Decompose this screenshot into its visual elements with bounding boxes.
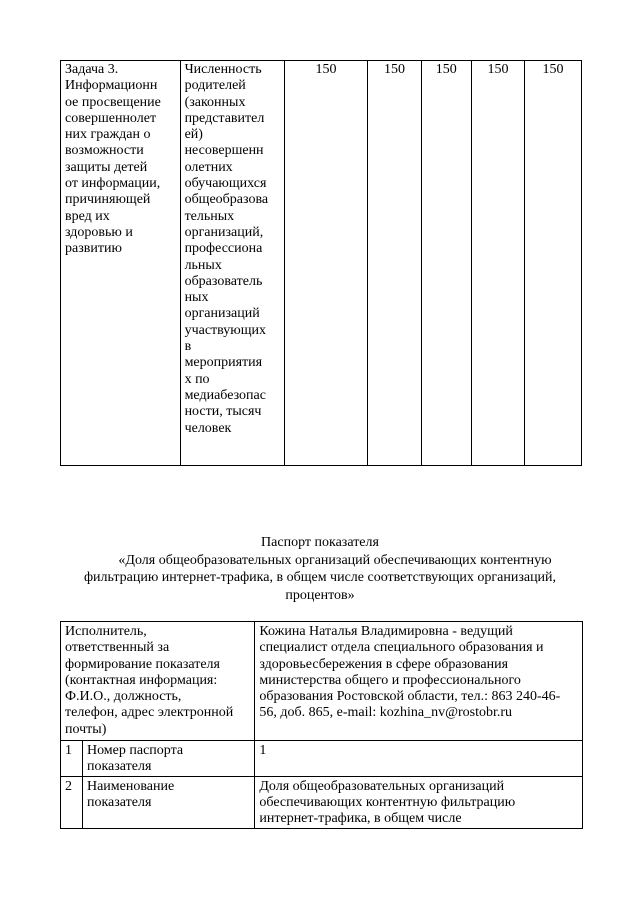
passport-title: Паспорт показателя (261, 535, 379, 550)
table-row (61, 61, 582, 466)
row-number-cell: 1 (61, 741, 83, 777)
table-row (61, 622, 583, 741)
value-cell-5: 150 (525, 61, 582, 466)
indicator-cell: Численность родителей (законных представител ей) несовершенн олетних обучающихся общеобразова тельных организаций, профессиона льных образователь ных организаций участвующих в мероприятия х по медиабезопас ности, тысяч человек (180, 61, 284, 466)
task-cell: Задача 3. Информационн ое просвещение совершеннолет них граждан о возможности защиты детей от информации, причиняющей вред их здоровью и развитию (61, 61, 181, 466)
passport-table (60, 621, 583, 829)
passport-subtitle-line-3: процентов» (285, 587, 355, 603)
executor-value-cell: Кожина Наталья Владимировна - ведущий специалист отдела специального образования и здоровьесбережения в сфере образования министерства общего и профессионального образования Ростовской области, тел.: 863 240-46- 56, доб. 865, e-mail: kozhina_nv@rostobr.ru (255, 622, 583, 741)
passport-subtitle-line-1: «Доля общеобразовательных организаций обеспечивающих контентную (118, 552, 552, 568)
row-name-cell: Номер паспорта показателя (82, 741, 254, 777)
row-number-cell: 2 (61, 776, 83, 828)
table-row (61, 741, 583, 777)
executor-label-cell: Исполнитель, ответственный за формирование показателя (контактная информация: Ф.И.О., должность, телефон, адрес электронной почты) (61, 622, 255, 741)
value-cell-1: 150 (284, 61, 368, 466)
indicator-table (60, 60, 582, 466)
passport-subtitle-line-2: фильтрацию интернет-трафика, в общем числе соответствующих организаций, (83, 570, 557, 585)
table-row (61, 776, 583, 828)
value-cell-2: 150 (368, 61, 421, 466)
row-value-cell: Доля общеобразовательных организаций обеспечивающих контентную фильтрацию интернет-трафика, в общем числе (255, 776, 583, 828)
passport-heading (60, 534, 580, 604)
row-value-cell: 1 (255, 741, 583, 777)
value-cell-4: 150 (471, 61, 524, 466)
value-cell-3: 150 (421, 61, 471, 466)
row-name-cell: Наименование показателя (82, 776, 254, 828)
